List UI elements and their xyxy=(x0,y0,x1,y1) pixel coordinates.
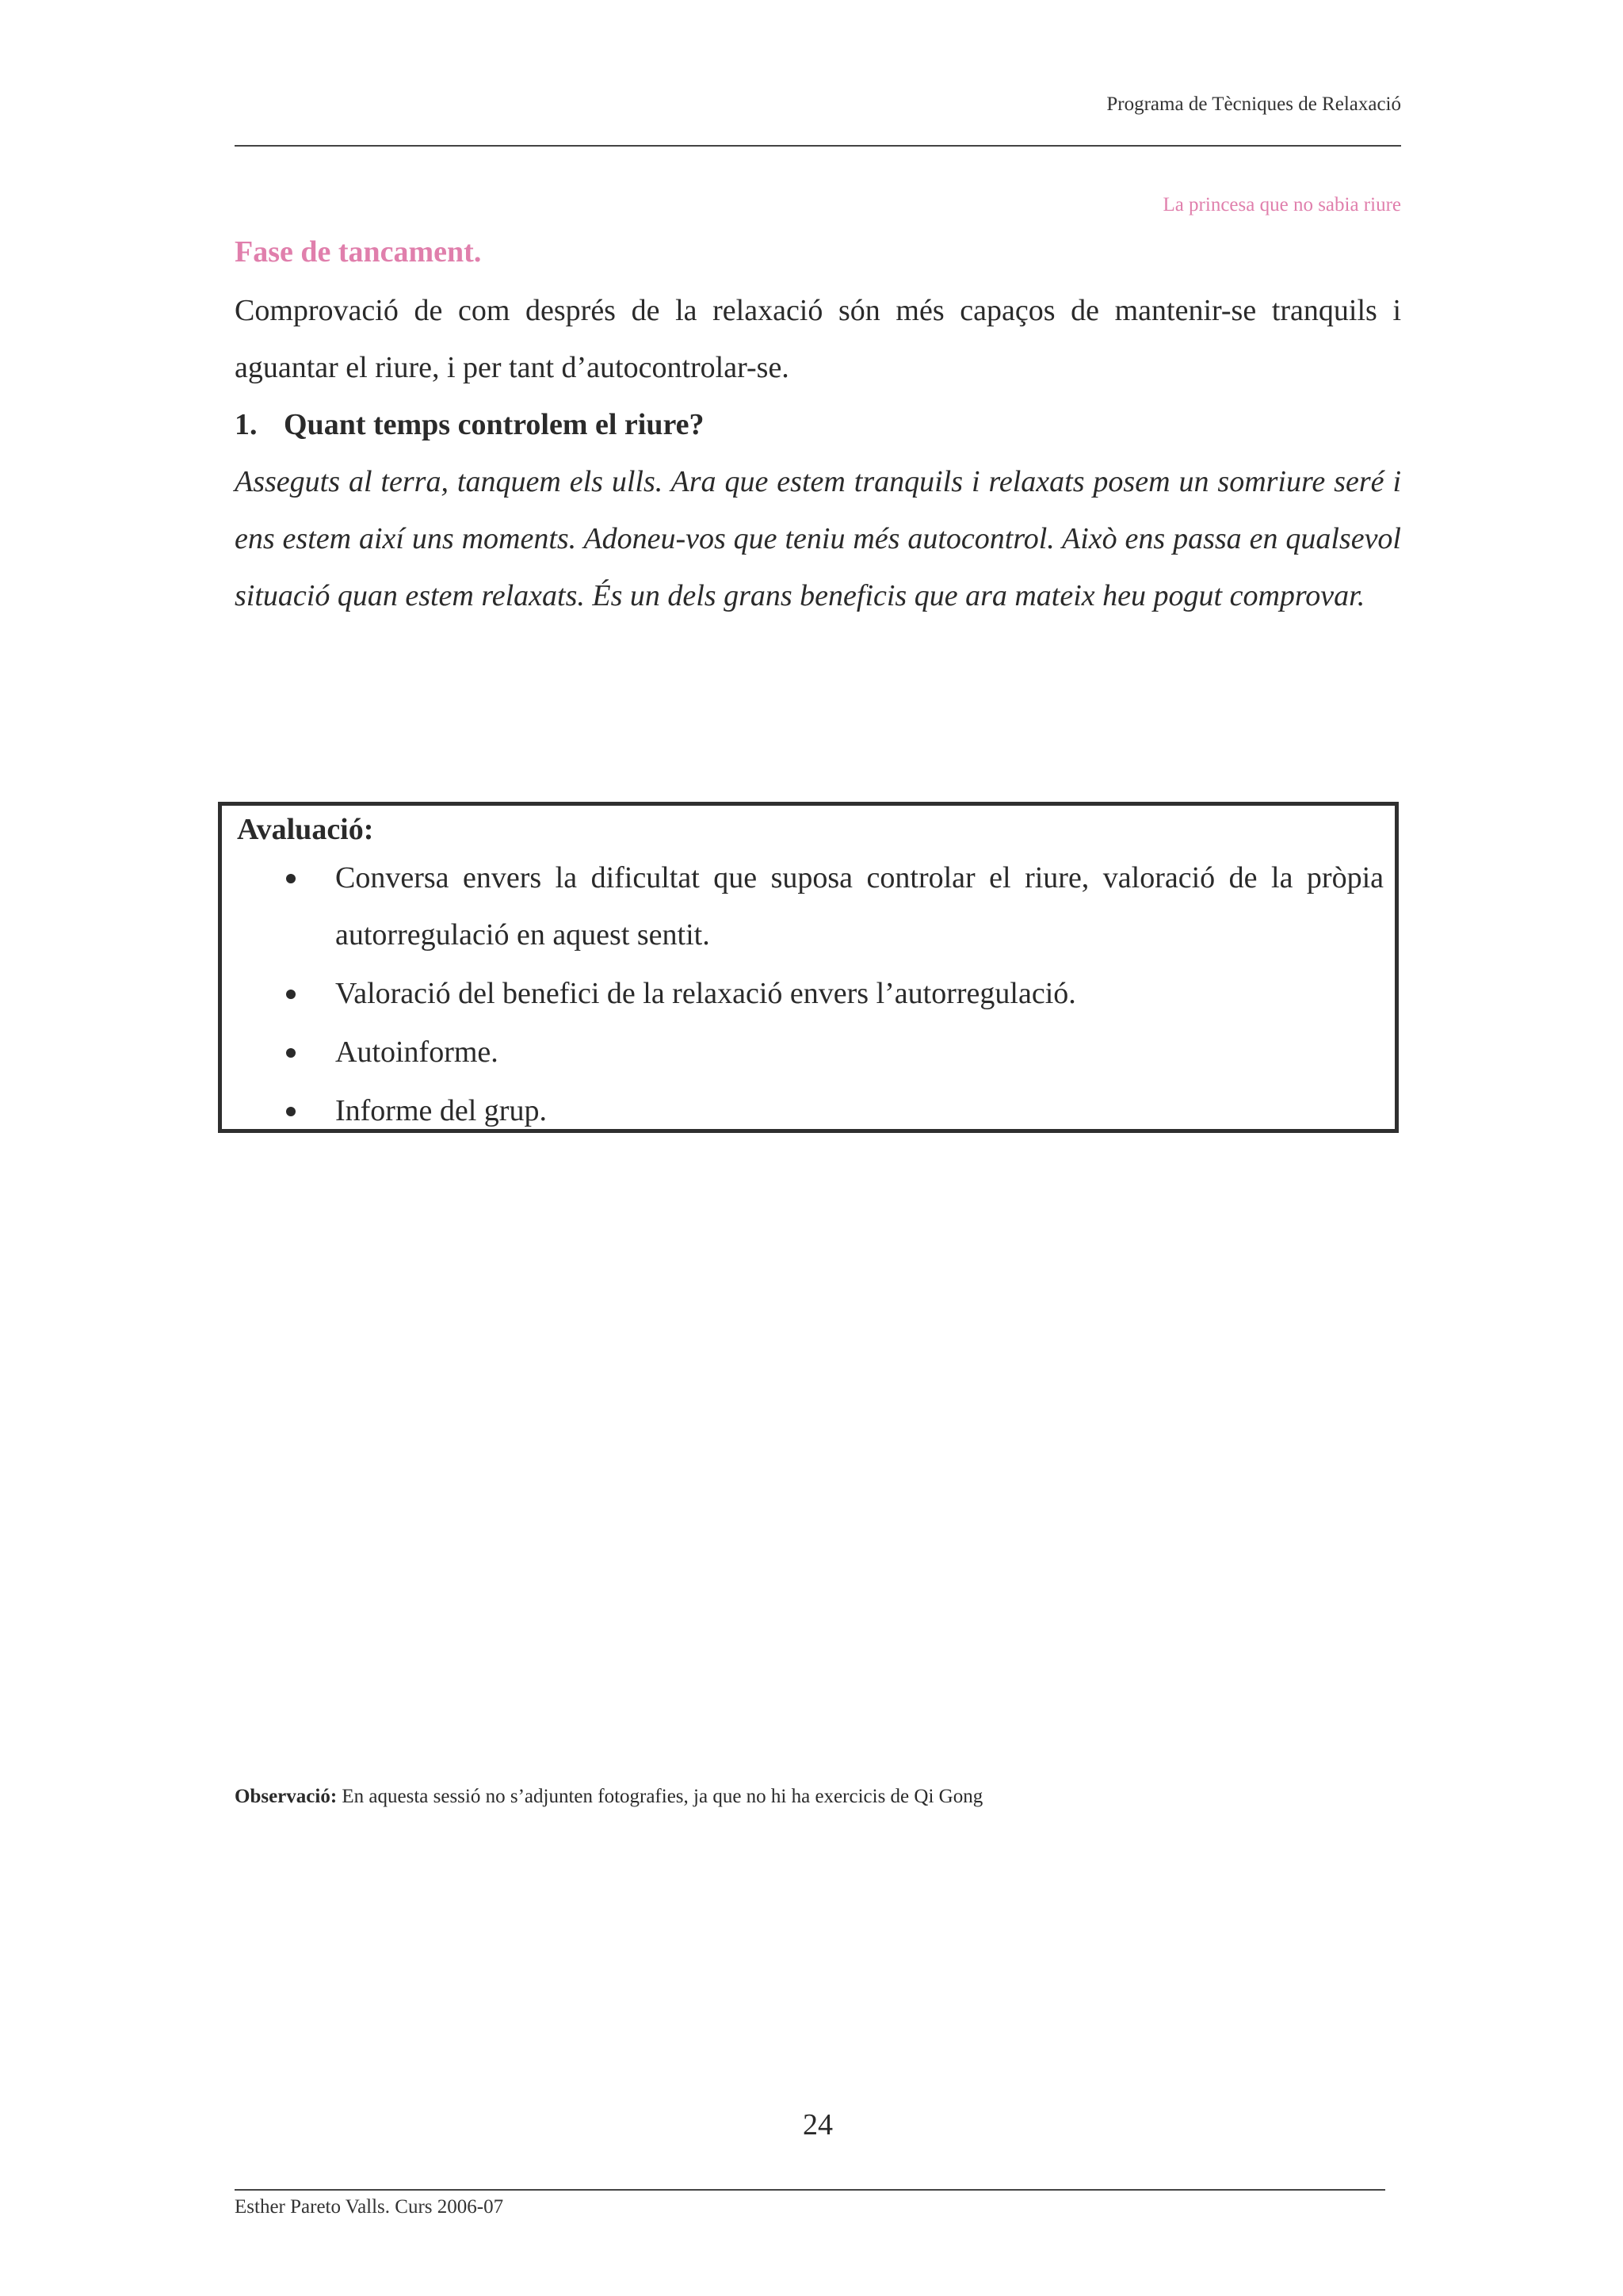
list-item xyxy=(237,965,1384,1022)
header-divider xyxy=(235,145,1401,147)
list-item xyxy=(237,1024,1384,1081)
session-title: La princesa que no sabia riure xyxy=(1163,194,1401,215)
list-item xyxy=(237,1082,1384,1139)
footer-author: Esther Pareto Valls. Curs 2006-07 xyxy=(235,2196,504,2218)
section-title: Fase de tancament. xyxy=(235,235,482,269)
footer-divider xyxy=(235,2189,1385,2191)
evaluation-list xyxy=(237,849,1384,1139)
item-number: 1. xyxy=(235,408,258,441)
list-item-text: Valoració del benefici de la relaxació envers l’autorregulació. xyxy=(335,977,1076,1010)
item-title: Quant temps controlem el riure? xyxy=(284,408,705,441)
observation-label: Observació: xyxy=(235,1786,338,1807)
list-item-text: Autoinforme. xyxy=(335,1035,498,1069)
list-item xyxy=(237,849,1384,963)
section-intro: Comprovació de com després de la relaxació són més capaços de mantenir-se tranquils i aguantar el riure, i per tant d’autocontrolar-se. xyxy=(235,294,1401,384)
bullet-icon xyxy=(286,990,296,999)
numbered-heading xyxy=(235,396,1401,453)
list-item-text: Informe del grup. xyxy=(335,1094,547,1127)
bullet-icon xyxy=(286,874,296,883)
item-instructions: Asseguts al terra, tanquem els ulls. Ara que estem tranquils i relaxats posem un somriure seré i ens estem així uns moments. Adoneu-vos que teniu més autocontrol. Això ens passa en qualsevol situació quan estem relaxats. És un dels grans beneficis que ara mateix heu pogut comprovar. xyxy=(235,465,1401,612)
evaluation-box xyxy=(218,802,1399,1133)
bullet-icon xyxy=(286,1048,296,1058)
observation-text: En aquesta sessió no s’adjunten fotografies, ja que no hi ha exercicis de Qi Gong xyxy=(337,1786,983,1807)
main-content xyxy=(235,230,1401,624)
evaluation-title: Avaluació: xyxy=(237,813,374,846)
list-item-text: Conversa envers la dificultat que suposa controlar el riure, valoració de la pròpia autorregulació en aquest sentit. xyxy=(335,861,1384,952)
observation-note xyxy=(235,1783,1401,1811)
bullet-icon xyxy=(286,1107,296,1116)
page-number: 24 xyxy=(803,2108,833,2142)
running-header: Programa de Tècniques de Relaxació xyxy=(1106,93,1401,115)
